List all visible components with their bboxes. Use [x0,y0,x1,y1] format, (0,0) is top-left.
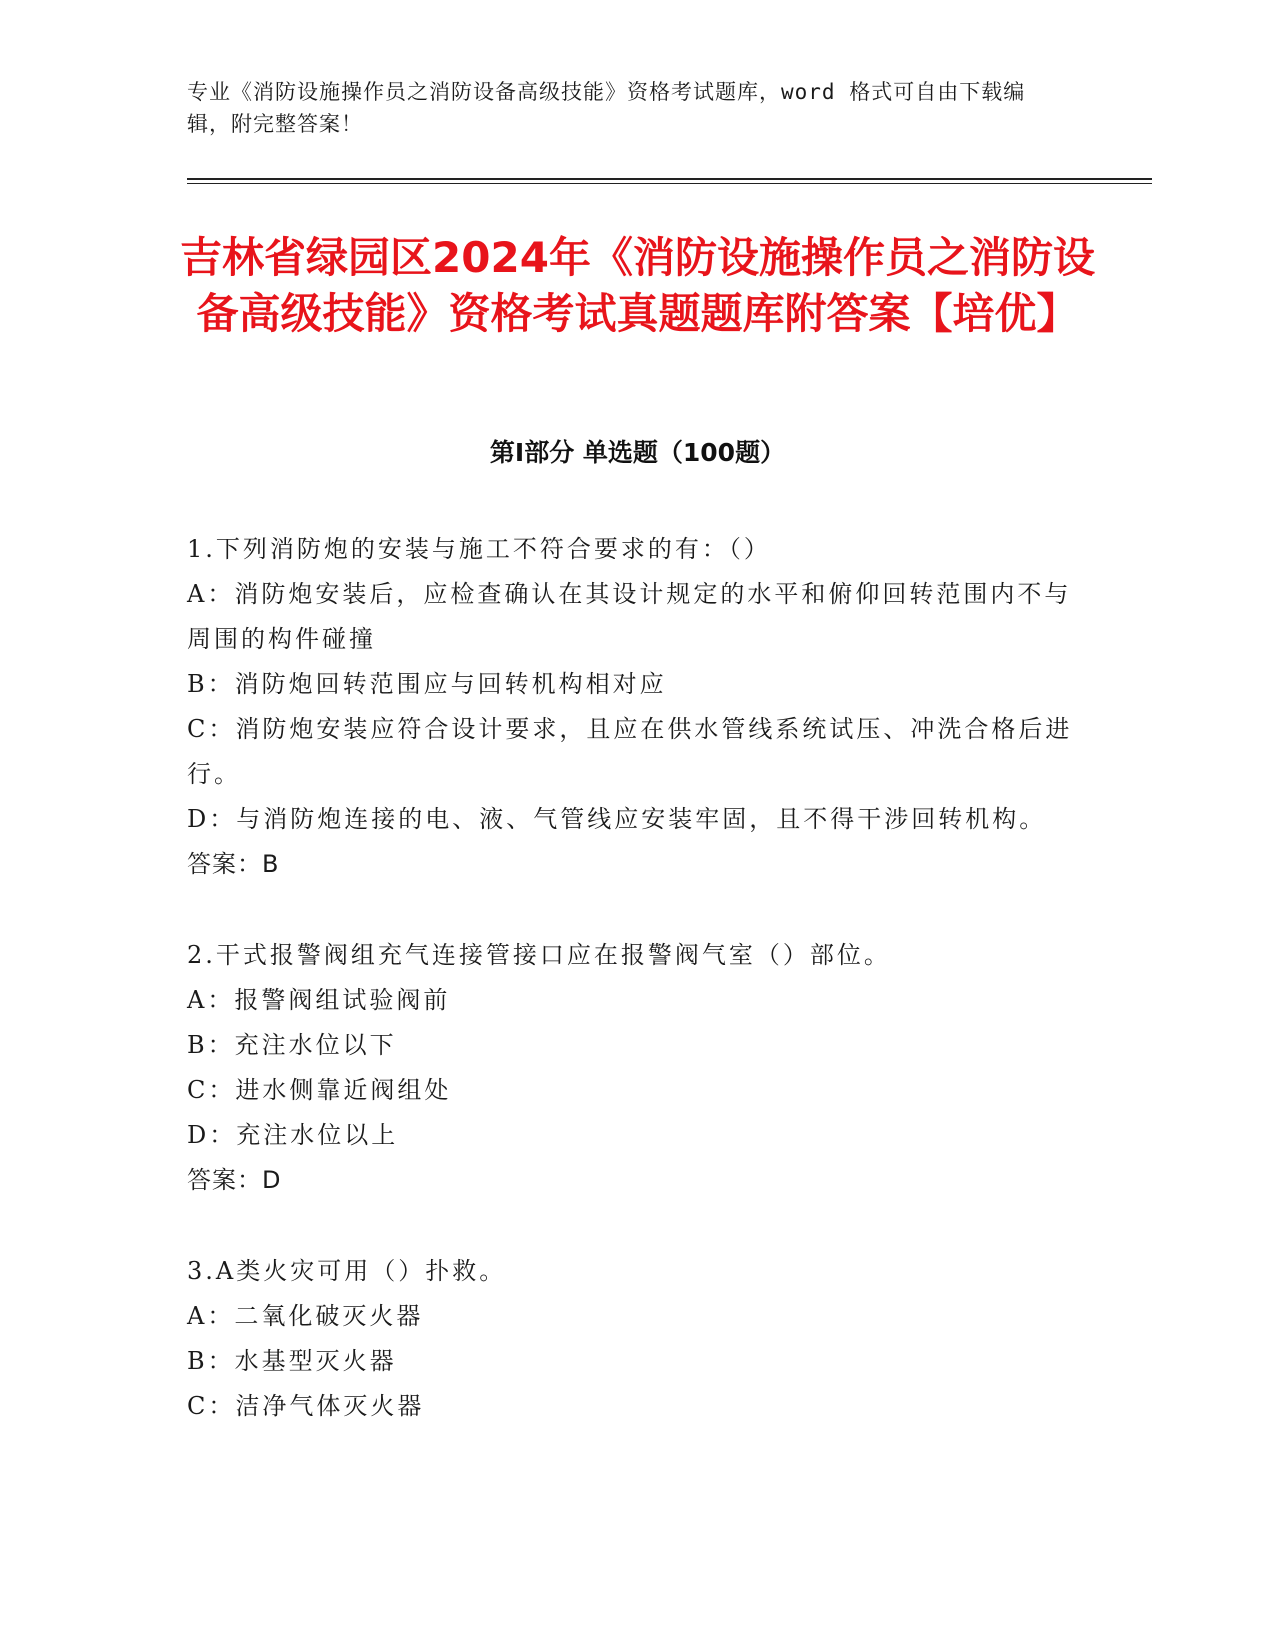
question-3 [187,1249,1077,1429]
option-d: D：充注水位以上 [187,1121,399,1149]
question-stem: 2.干式报警阀组充气连接管接口应在报警阀气室（）部位。 [187,941,891,969]
option-b: B：充注水位以下 [187,1031,397,1059]
header-divider-thick [187,178,1152,180]
question-list [187,527,1077,1475]
question-2 [187,933,1077,1203]
answer-line: 答案：B [187,850,280,878]
option-c: C：消防炮安装应符合设计要求，且应在供水管线系统试压、冲洗合格后进行。 [187,715,1073,788]
option-b: B：水基型灭火器 [187,1347,397,1375]
option-a: A：报警阀组试验阀前 [187,986,451,1014]
header-note: 专业《消防设施操作员之消防设备高级技能》资格考试题库，word 格式可自由下载编辑，附完整答案！ [187,80,1026,136]
answer-line: 答案：D [187,1166,282,1194]
header-divider-thin [187,183,1152,184]
option-a: A：二氧化破灭火器 [187,1302,424,1330]
question-stem: 3.A类火灾可用（）扑救。 [187,1257,507,1285]
option-d: D：与消防炮连接的电、液、气管线应安装牢固，且不得干涉回转机构。 [187,805,1047,833]
option-a: A：消防炮安装后，应检查确认在其设计规定的水平和俯仰回转范围内不与周围的构件碰撞 [187,580,1072,653]
document-title: 吉林省绿园区2024年《消防设施操作员之消防设备高级技能》资格考试真题题库附答案【培优】 [180,233,1095,338]
question-1 [187,527,1077,887]
section-heading: 第I部分 单选题（100题） [489,438,786,467]
question-stem: 1.下列消防炮的安装与施工不符合要求的有：（） [187,535,771,563]
option-c: C：进水侧靠近阀组处 [187,1076,452,1104]
option-c: C：洁净气体灭火器 [187,1392,425,1420]
option-b: B：消防炮回转范围应与回转机构相对应 [187,670,667,698]
